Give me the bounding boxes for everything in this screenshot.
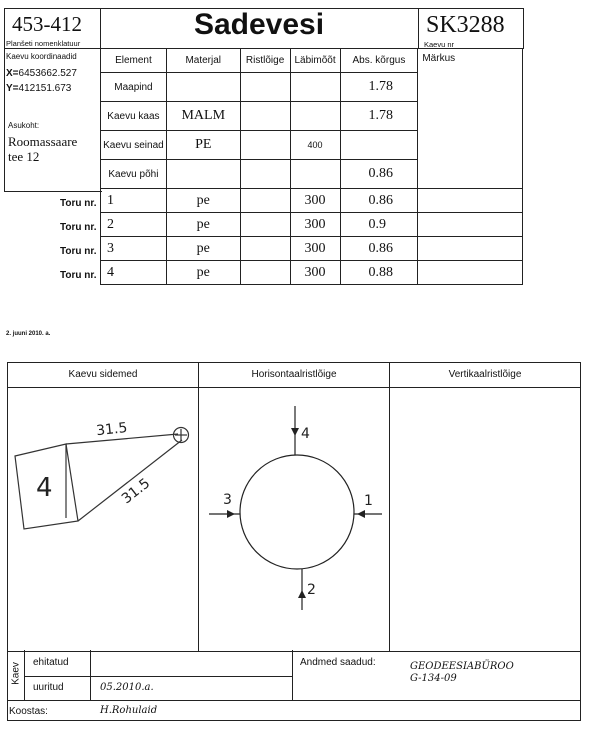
survey-date: 2. juuni 2010. a. (6, 331, 51, 337)
pipe-height: 0.88 (340, 261, 418, 285)
row-height: 1.78 (340, 73, 418, 102)
col-header-diameter: Läbimõõt (290, 49, 340, 73)
pipe-arrow-1 (357, 510, 365, 518)
pipe-remark (418, 237, 523, 261)
pipe-material: pe (166, 261, 240, 285)
coordinates-label: Kaevu koordinaadid (6, 52, 77, 61)
tab-horizontal-section: Horisontaalristlõige (251, 369, 337, 380)
measured-label: uuritud (33, 682, 64, 693)
row-element: Kaevu põhi (101, 160, 167, 189)
tab-vertical-section: Vertikaalristlõige (448, 369, 522, 380)
location-line-1: Roomassaare (8, 134, 78, 149)
tie-label-diag: 31.5 (118, 475, 154, 508)
row-diameter: 400 (290, 131, 340, 160)
row-material (166, 160, 240, 189)
coordinate-y-label: Y= (6, 83, 19, 94)
pipe-diameter: 300 (290, 237, 340, 261)
well-circle (240, 455, 354, 569)
pipe-material: pe (166, 213, 240, 237)
coordinate-y (6, 83, 71, 94)
pipe-label-1-drawing: 1 (364, 493, 373, 509)
pipe-material: pe (166, 189, 240, 213)
pipe-cross (240, 213, 290, 237)
footer-side-label: Kaev (10, 662, 22, 685)
location-label: Asukoht: (8, 121, 40, 130)
row-height: 0.86 (340, 160, 418, 189)
built-label: ehitatud (33, 657, 69, 668)
tab-ties: Kaevu sidemed (68, 369, 138, 380)
pipe-diameter: 300 (290, 213, 340, 237)
pipe-row (101, 261, 523, 285)
row-element: Maapind (101, 73, 167, 102)
data-from-line-2: G-134-09 (410, 673, 457, 684)
coordinate-x-value: 6453662.527 (18, 68, 77, 79)
well-element-table (100, 48, 523, 285)
pipe-label-4: Toru nr. (60, 270, 97, 281)
col-header-abs-height: Abs. kõrgus (340, 49, 418, 73)
tie-label-top: 31.5 (95, 420, 129, 440)
sheet-number: 453-412 (12, 12, 82, 36)
pipe-cross (240, 261, 290, 285)
pipe-height: 0.86 (340, 237, 418, 261)
pipe-diameter: 300 (290, 189, 340, 213)
row-cross (240, 160, 290, 189)
page-title: Sadevesi (193, 8, 325, 41)
row-element: Kaevu kaas (101, 102, 167, 131)
pipe-nr: 2 (101, 213, 167, 237)
well-id-label: Kaevu nr (424, 40, 455, 49)
measured-value: 05.2010.a. (100, 682, 154, 693)
pipe-label-2: Toru nr. (60, 222, 97, 233)
pipe-row (101, 237, 523, 261)
pipe-label-4-drawing: 4 (301, 426, 310, 442)
pipe-label-3-drawing: 3 (223, 492, 232, 508)
pipe-arrow-4 (291, 428, 299, 436)
author-value: H.Rohulaid (100, 705, 158, 716)
pipe-material: pe (166, 237, 240, 261)
sheet-label: Planšeti nomenklatuur (6, 39, 81, 48)
row-height: 1.78 (340, 102, 418, 131)
row-material: MALM (166, 102, 240, 131)
coordinate-x (6, 68, 77, 79)
location-line-2: tee 12 (8, 149, 40, 164)
col-header-material: Materjal (166, 49, 240, 73)
col-header-cross-section: Ristlõige (240, 49, 290, 73)
col-header-remark: Märkus (418, 49, 523, 189)
pipe-cross (240, 189, 290, 213)
pipe-label-1: Toru nr. (60, 198, 97, 209)
pipe-arrow-2 (298, 590, 306, 598)
row-material: PE (166, 131, 240, 160)
row-material (166, 73, 240, 102)
pipe-label-2-drawing: 2 (307, 582, 316, 598)
ties-sketch (8, 388, 198, 650)
pipe-nr: 4 (101, 261, 167, 285)
pipe-height: 0.9 (340, 213, 418, 237)
pipe-label-3: Toru nr. (60, 246, 97, 257)
tie-line-diag (78, 440, 182, 521)
pipe-nr: 1 (101, 189, 167, 213)
pipe-arrow-3 (227, 510, 235, 518)
row-cross (240, 131, 290, 160)
pipe-diameter: 300 (290, 261, 340, 285)
row-cross (240, 102, 290, 131)
row-cross (240, 73, 290, 102)
row-diameter (290, 102, 340, 131)
pipe-row (101, 213, 523, 237)
row-height (340, 131, 418, 160)
coordinate-x-label: X= (6, 68, 19, 79)
data-from-line-1: GEODEESIABÜROO (410, 661, 514, 672)
pipe-cross (240, 237, 290, 261)
pipe-height: 0.86 (340, 189, 418, 213)
pipe-remark (418, 213, 523, 237)
pipe-remark (418, 261, 523, 285)
pipe-row (101, 189, 523, 213)
pipe-nr: 3 (101, 237, 167, 261)
row-diameter (290, 73, 340, 102)
building-label: 4 (36, 473, 53, 503)
data-from-label: Andmed saadud: (300, 657, 376, 668)
coordinate-y-value: 412151.673 (18, 83, 72, 94)
row-diameter (290, 160, 340, 189)
well-id: SK3288 (426, 12, 505, 38)
row-element: Kaevu seinad (101, 131, 167, 160)
col-header-element: Element (101, 49, 167, 73)
author-label: Koostas: (9, 706, 48, 717)
pipe-remark (418, 189, 523, 213)
horizontal-section-drawing (199, 388, 389, 650)
